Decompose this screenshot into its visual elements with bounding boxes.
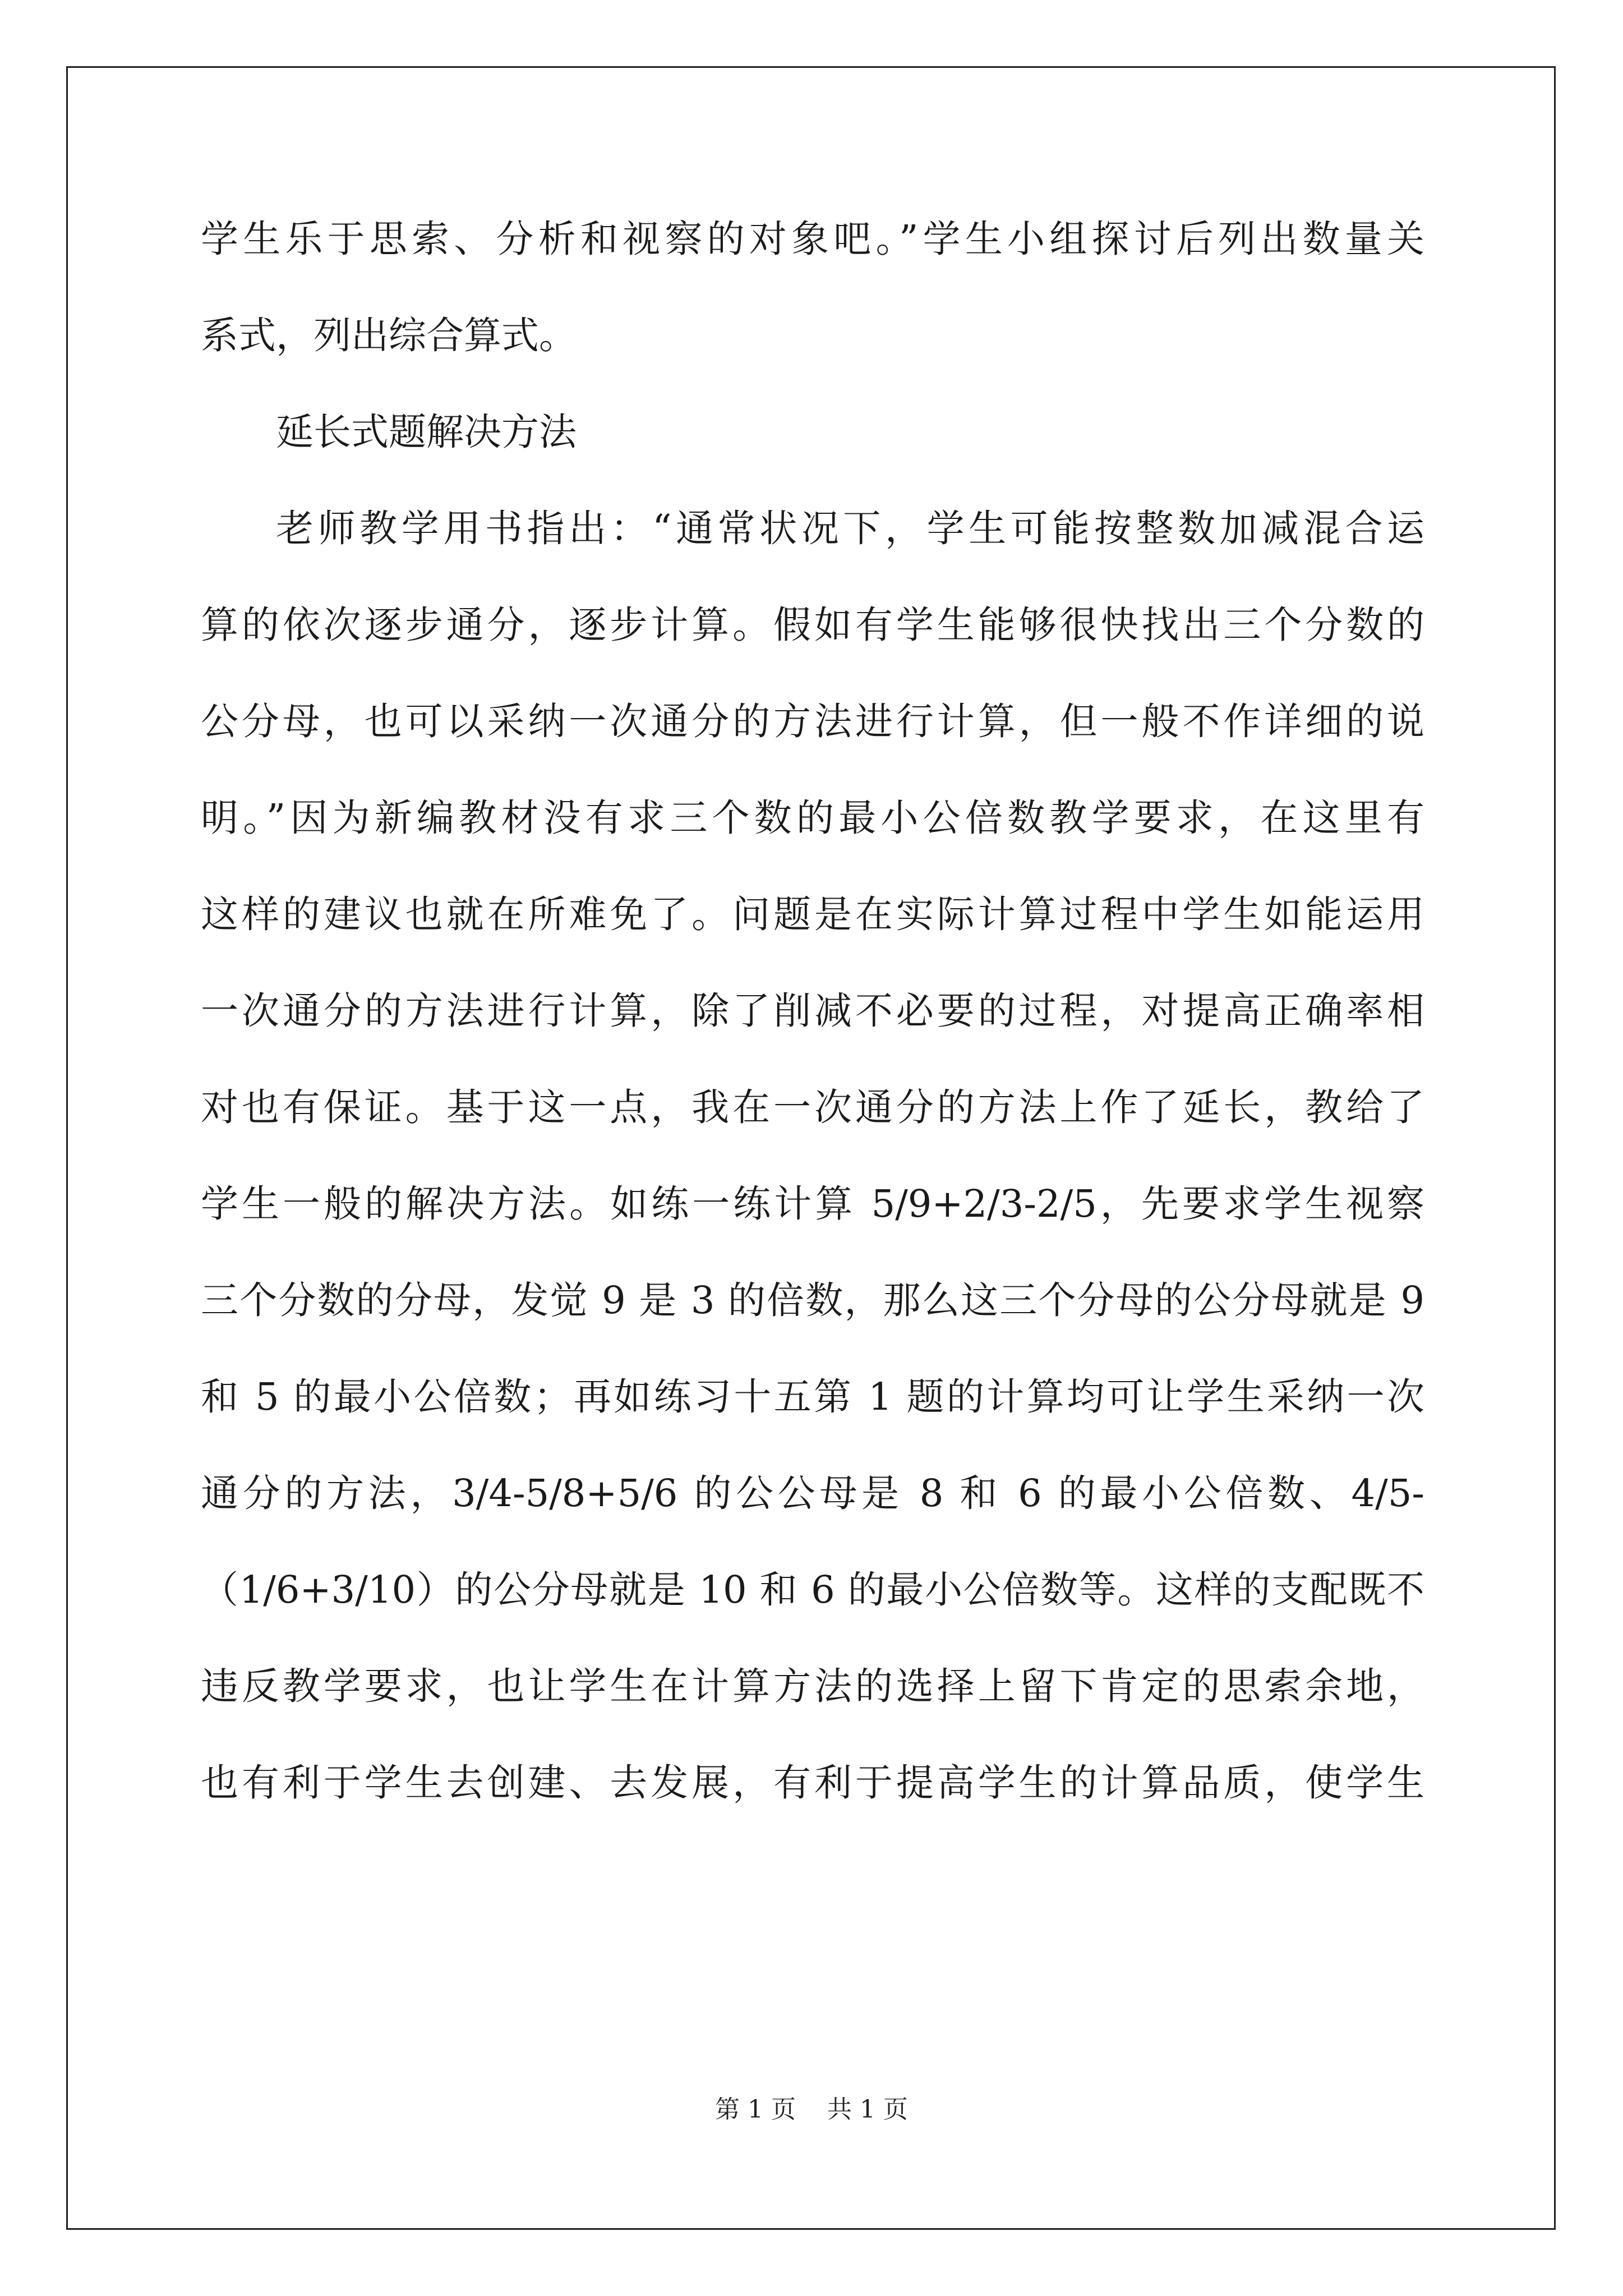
text-line: 算的依次逐步通分，逐步计算。假如有学生能够很快找出三个分数的 [201, 603, 1424, 647]
text-line: 学生一般的解决方法。如练一练计算 5/9+2/3-2/5，先要求学生视察 [201, 1182, 1424, 1226]
text-line: 这样的建议也就在所难免了。问题是在实际计算过程中学生如能运用 [201, 892, 1424, 936]
text-line: 学生乐于思索、分析和视察的对象吧。”学生小组探讨后列出数量关 [201, 217, 1424, 261]
page-footer: 第 1 页 共 1 页 [715, 2095, 908, 2124]
text-line: 一次通分的方法进行计算，除了削减不必要的过程，对提高正确率相 [201, 989, 1424, 1033]
section-heading: 延长式题解决方法 [276, 410, 577, 454]
text-line: 老师教学用书指出：“通常状况下，学生可能按整数加减混合运 [276, 507, 1424, 550]
text-line: 违反教学要求，也让学生在计算方法的选择上留下肯定的思索余地， [201, 1664, 1424, 1708]
text-line: 公分母，也可以采纳一次通分的方法进行计算，但一般不作详细的说 [201, 700, 1424, 743]
text-line: 明。”因为新编教材没有求三个数的最小公倍数教学要求，在这里有 [201, 796, 1424, 840]
text-line: 也有利于学生去创建、去发展，有利于提高学生的计算品质，使学生 [201, 1761, 1424, 1805]
text-line: 对也有保证。基于这一点，我在一次通分的方法上作了延长，教给了 [201, 1085, 1424, 1129]
text-line: （1/6+3/10）的公分母就是 10 和 6 的最小公倍数等。这样的支配既不 [201, 1568, 1424, 1612]
text-line: 三个分数的分母，发觉 9 是 3 的倍数，那么这三个分母的公分母就是 9 [201, 1278, 1424, 1322]
text-line: 和 5 的最小公倍数；再如练习十五第 1 题的计算均可让学生采纳一次 [201, 1375, 1424, 1419]
document-body [201, 213, 1424, 1853]
text-line: 系式，列出综合算式。 [201, 314, 577, 357]
text-line: 通分的方法，3/4-5/8+5/6 的公公母是 8 和 6 的最小公倍数、4/5- [201, 1471, 1424, 1515]
